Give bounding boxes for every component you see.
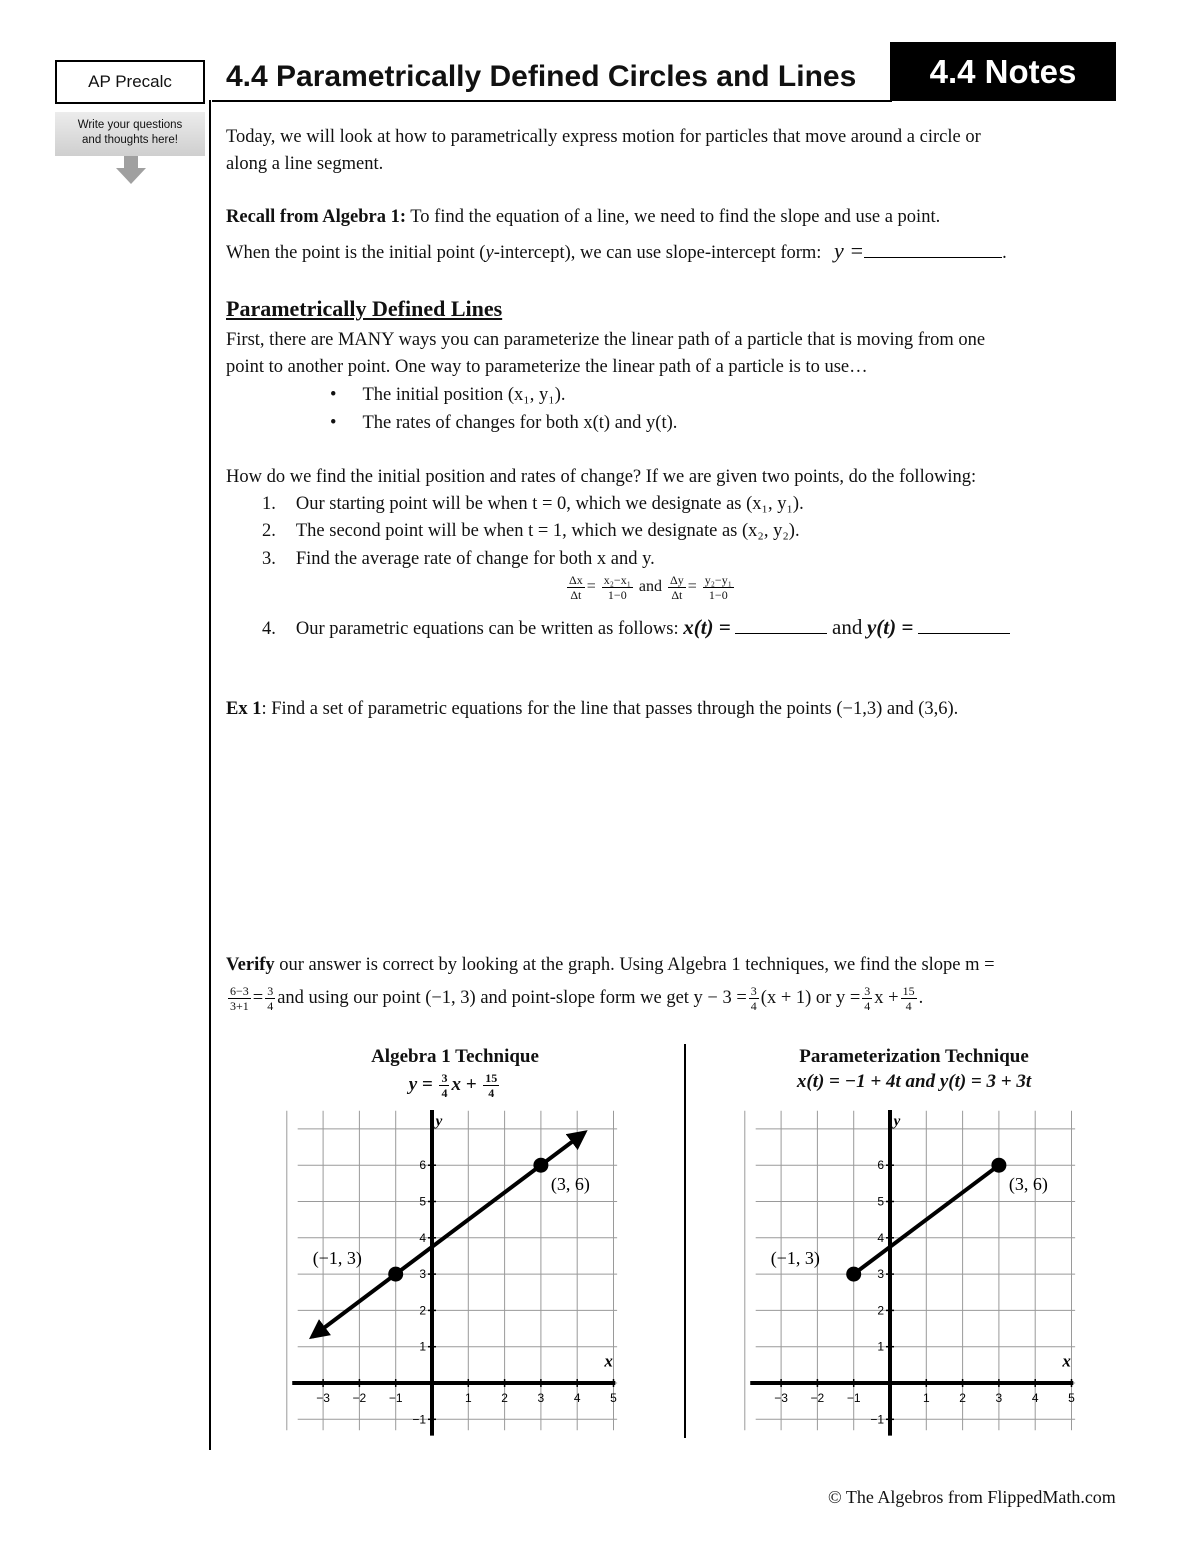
step-4-eq-x: x(t) = [683, 615, 731, 639]
example-1 [226, 696, 958, 723]
verify-frac5-den: 4 [905, 999, 912, 1013]
x-tick-label: 3 [995, 1391, 1003, 1405]
data-point-label: (−1, 3) [770, 1248, 820, 1269]
x-tick-label: −1 [388, 1391, 403, 1405]
example-label: Ex 1 [226, 699, 262, 719]
notes-badge: 4.4 Notes [890, 42, 1116, 101]
formula-yr-den: 1−0 [708, 588, 728, 602]
verify-label: Verify [226, 955, 275, 975]
step-2 [262, 518, 800, 545]
rate-formula: $\frac{\Delta x}{\Delta t}$ = $\frac{\text{x₂−x₁}}{1-0}$ and $\frac{\Delta y}{\Delta t}$ = $\frac{\text{y₂−y₁}}{1-0}$ [569, 573, 732, 602]
intro-line-1: Today, we will look at how to parametrically express motion for particles that move around a circle or [226, 127, 981, 147]
step-3 [262, 546, 655, 573]
x-axis-label: x [604, 1351, 613, 1371]
verify-frac5-num: 15 [902, 984, 915, 998]
y-tick-label: 3 [419, 1267, 426, 1282]
y-tick-label: 3 [877, 1267, 884, 1282]
y-equation-blank[interactable] [918, 615, 1010, 634]
recall-answer-blank[interactable] [864, 239, 1002, 258]
notes-tab-line2: and thoughts here! [82, 134, 178, 146]
step-2-text: The second point will be when t = 1, which we designate as (x₂, y₂). [295, 521, 800, 541]
graph-left-title: Algebra 1 Technique [371, 1046, 539, 1067]
x-tick-label: −3 [774, 1391, 788, 1405]
graph-left-equation [300, 1071, 610, 1100]
data-point-label: (3, 6) [1008, 1174, 1048, 1195]
recall-var: y [485, 243, 494, 263]
x-tick-label: 4 [1031, 1391, 1039, 1405]
y-tick-label: −1 [870, 1412, 884, 1427]
page-title: 4.4 Parametrically Defined Circles and Lines [226, 60, 857, 93]
section-heading: Parametrically Defined Lines [226, 296, 503, 321]
y-tick-label: 1 [877, 1339, 884, 1354]
data-point-label: (3, 6) [550, 1174, 590, 1195]
x-tick-label: −2 [352, 1391, 367, 1405]
step-4-and: and [832, 615, 863, 639]
formula-xr-num: x₂−x₁ [603, 573, 631, 587]
y-tick-label: −1 [412, 1412, 426, 1427]
y-tick-label: 1 [419, 1339, 426, 1354]
step-1 [262, 491, 804, 518]
formula-dx-den: Δt [570, 588, 582, 602]
verify-frac1-num: 6−3 [230, 984, 249, 998]
x-tick-label: 2 [501, 1391, 508, 1405]
section-para-1: First, there are MANY ways you can parameterize the linear path of a particle that is moving from one [226, 330, 986, 350]
y-tick-label: 2 [877, 1303, 884, 1318]
verify-text-1: our answer is correct by looking at the graph. Using Algebra 1 techniques, we find the slope m = [274, 955, 995, 975]
formula-xr-den: 1−0 [607, 588, 627, 602]
graph-left-frac-num: 3 [441, 1071, 448, 1085]
recall-line2-a: When the point is the initial point ( [226, 243, 486, 263]
bullet-2: • The rates of changes for both x(t) and y(t). [330, 413, 678, 433]
bullet-2-text: The rates of changes for both x(t) and y(t). [362, 413, 678, 433]
step-1-text: Our starting point will be when t = 0, which we designate as (x₁, y₁). [295, 494, 804, 514]
graph-left-eq-b: x + [451, 1073, 477, 1095]
verify-line-1 [226, 952, 995, 979]
graph-right-title: Parameterization Technique [799, 1046, 1029, 1067]
step-4-eq-y: y(t) = [866, 615, 914, 639]
y-tick-label: 5 [419, 1194, 426, 1209]
recall-line-1 [226, 204, 940, 231]
bullet-1-text: The initial position (x₁, y₁). [362, 385, 566, 405]
data-point [991, 1158, 1006, 1173]
x-tick-label: 1 [464, 1391, 472, 1405]
course-label: AP Precalc [55, 60, 205, 104]
x-tick-label: 3 [537, 1391, 545, 1405]
graph-left-eq-a: y = [408, 1073, 433, 1095]
y-tick-label: 5 [877, 1194, 884, 1209]
data-point [533, 1158, 548, 1173]
formula-dy-num: Δy [670, 573, 684, 587]
x-tick-label: 4 [573, 1391, 581, 1405]
verify-frac2-den: 4 [267, 999, 274, 1013]
x-axis-label: x [1062, 1351, 1071, 1371]
y-axis-label: y [893, 1113, 901, 1130]
bullet-1: • The initial position (x₁, y₁). [330, 385, 566, 405]
data-point-label: (−1, 3) [312, 1248, 362, 1269]
x-tick-label: −1 [846, 1391, 861, 1405]
verify-text-2c: x + [874, 987, 899, 1008]
x-tick-label: 5 [1068, 1391, 1075, 1405]
x-tick-label: −2 [810, 1391, 825, 1405]
x-tick-label: 2 [959, 1391, 966, 1405]
step-2-num: 2. [262, 521, 276, 541]
example-work-area[interactable] [226, 735, 1126, 935]
verify-frac2-num: 3 [267, 984, 274, 998]
recall-line-2 [226, 237, 1007, 267]
y-tick-label: 6 [877, 1158, 884, 1173]
verify-line-2 [226, 984, 923, 1013]
recall-answer-prefix: y = [834, 238, 865, 263]
verify-frac3-den: 4 [750, 999, 757, 1013]
y-tick-label: 6 [419, 1158, 426, 1173]
verify-text-2a: and using our point (−1, 3) and point-slope form we get y − 3 = [277, 987, 747, 1008]
y-tick-label: 2 [419, 1303, 426, 1318]
formula-yr-num: y₂−y₁ [704, 573, 732, 587]
steps-question: How do we find the initial position and rates of change? If we are given two points, do the following: [226, 467, 977, 487]
verify-eq: = [252, 987, 264, 1008]
example-text: : Find a set of parametric equations for the line that passes through the points (−1,3) and (3,6). [261, 699, 959, 719]
graph-left [270, 1110, 630, 1440]
intro-line-2: along a line segment. [226, 154, 384, 174]
verify-frac1-den: 3+1 [230, 999, 249, 1013]
footer-credit: © The Algebros from FlippedMath.com [828, 1487, 1116, 1507]
recall-line2-b: -intercept), we can use slope-intercept form: [493, 243, 822, 263]
verify-frac4-den: 4 [864, 999, 871, 1013]
section-para-2: point to another point. One way to parameterize the linear path of a particle is to use… [226, 357, 868, 377]
title-underline [212, 100, 892, 102]
graph-left-frac-den: 4 [441, 1086, 448, 1100]
graph-right-equation: x(t) = −1 + 4t and y(t) = 3 + 3t [796, 1071, 1032, 1092]
graph-divider [684, 1044, 686, 1438]
y-axis-label: y [435, 1113, 443, 1130]
verify-text-2b: (x + 1) or y = [760, 987, 861, 1008]
step-4-text: Our parametric equations can be written as follows: [295, 619, 679, 639]
data-point [846, 1267, 861, 1282]
graph-left-frac2-num: 15 [485, 1071, 498, 1085]
formula-and: and [638, 578, 662, 596]
data-point [388, 1267, 403, 1282]
x-equation-blank[interactable] [735, 615, 827, 634]
notes-tab [55, 112, 205, 156]
graph-left-frac2-den: 4 [488, 1086, 495, 1100]
verify-frac4-num: 3 [864, 984, 871, 998]
step-1-num: 1. [262, 494, 276, 514]
graph-right [728, 1110, 1088, 1440]
step-3-text: Find the average rate of change for both x and y. [295, 549, 655, 569]
x-tick-label: −3 [316, 1391, 330, 1405]
verify-end: . [918, 987, 924, 1008]
verify-frac3-num: 3 [750, 984, 757, 998]
recall-text: To find the equation of a line, we need to find the slope and use a point. [406, 207, 941, 227]
recall-label: Recall from Algebra 1: [226, 207, 406, 227]
x-tick-label: 1 [922, 1391, 930, 1405]
y-tick-label: 4 [419, 1230, 426, 1245]
step-3-num: 3. [262, 549, 276, 569]
formula-dy-den: Δt [671, 588, 683, 602]
down-arrow-head-icon [116, 168, 146, 184]
recall-end: . [1002, 243, 1007, 263]
x-tick-label: 5 [610, 1391, 617, 1405]
step-4 [262, 614, 1010, 643]
notes-tab-line1: Write your questions [77, 119, 183, 131]
step-4-num: 4. [262, 619, 276, 639]
y-tick-label: 4 [877, 1230, 884, 1245]
formula-dx-num: Δx [569, 573, 583, 587]
margin-divider [209, 100, 211, 1450]
